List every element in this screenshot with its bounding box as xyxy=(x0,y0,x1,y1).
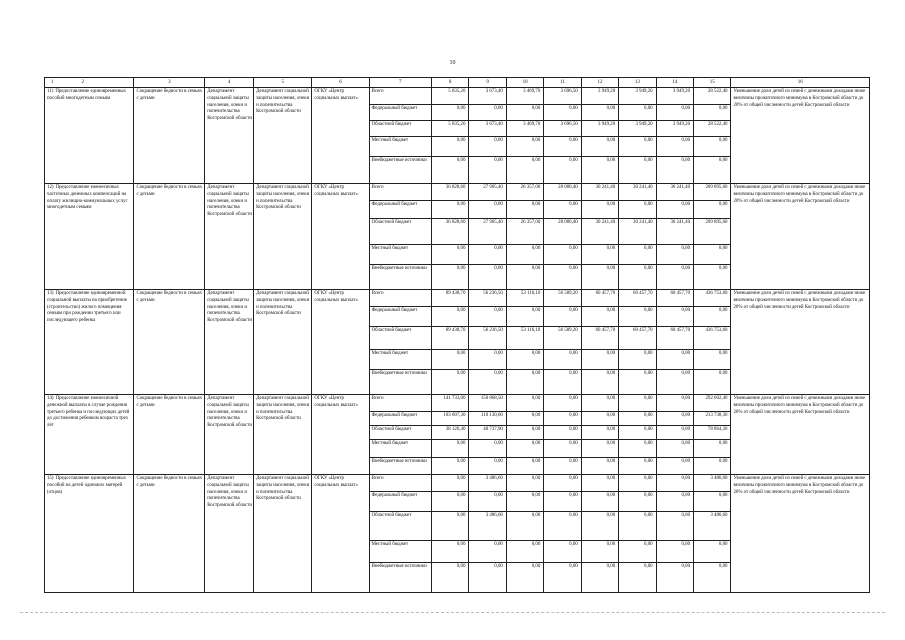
goal-cell: Сокращение бедности в семьях с детьми xyxy=(134,290,205,395)
amount-cell: 0,00 xyxy=(581,157,618,184)
measure-name: Предоставление единовременных пособий на детей одиноких матерей (отцов) xyxy=(47,476,127,495)
funding-source-label: Областной бюджет xyxy=(369,426,431,440)
funding-source-label: Всего xyxy=(369,475,431,492)
amount-cell: 0,00 xyxy=(506,412,543,426)
amount-cell: 0,00 xyxy=(581,137,618,157)
amount-cell: 0,00 xyxy=(506,137,543,157)
participant-cell: ОГКУ «Центр социальных выплат» xyxy=(312,475,369,593)
amount-cell: 30 241,40 xyxy=(581,184,618,201)
header-cell: 4 xyxy=(205,78,254,88)
amount-cell: 26 357,00 xyxy=(506,219,543,245)
amount-cell: 0,00 xyxy=(619,458,656,475)
amount-cell: 110 130,60 xyxy=(469,412,506,426)
co-executor-cell: Департамент социальной защиты населения, опеки и попечительства Костромской области xyxy=(254,475,312,593)
amount-cell: 0,00 xyxy=(544,563,581,593)
amount-cell: 0,00 xyxy=(544,412,581,426)
amount-cell: 0,00 xyxy=(469,245,506,265)
amount-cell: 0,00 xyxy=(656,265,693,290)
amount-cell: 0,00 xyxy=(581,475,618,492)
amount-cell: 0,00 xyxy=(544,475,581,492)
funding-source-label: Всего xyxy=(369,184,431,201)
amount-cell: 30 241,40 xyxy=(656,184,693,201)
amount-cell: 292 602,40 xyxy=(694,395,731,412)
header-cell: 11 xyxy=(544,78,581,88)
amount-cell: 0,00 xyxy=(619,307,656,327)
amount-cell: 0,00 xyxy=(581,350,618,370)
amount-cell: 0,00 xyxy=(469,157,506,184)
amount-cell: 30 241,40 xyxy=(619,184,656,201)
amount-cell: 0,00 xyxy=(656,201,693,219)
measure-name: Предоставление ежемесячной денежной выплаты в случае рождения третьего ребенка и последующих детей до достижения ребенком возраста трех лет xyxy=(47,396,130,429)
amount-cell: 38 126,40 xyxy=(431,426,468,440)
amount-cell: 0,00 xyxy=(656,105,693,121)
amount-cell: 89 438,70 xyxy=(431,290,468,307)
amount-cell: 0,00 xyxy=(694,245,731,265)
amount-cell: 0,00 xyxy=(656,563,693,593)
amount-cell: 0,00 xyxy=(544,492,581,512)
amount-cell: 0,00 xyxy=(619,426,656,440)
amount-cell: 0,00 xyxy=(656,440,693,458)
amount-cell: 0,00 xyxy=(656,492,693,512)
header-cell: 9 xyxy=(469,78,506,88)
funding-source-label: Внебюджетные источники xyxy=(369,265,431,290)
measure-cell xyxy=(45,88,134,184)
amount-cell: 0,00 xyxy=(619,370,656,395)
amount-cell: 0,00 xyxy=(431,541,468,563)
amount-cell: 0,00 xyxy=(506,395,543,412)
funding-source-label: Всего xyxy=(369,395,431,412)
header-row xyxy=(45,78,870,88)
amount-cell: 0,00 xyxy=(694,265,731,290)
table-row xyxy=(45,475,870,492)
amount-cell: 0,00 xyxy=(431,370,468,395)
amount-cell: 3 949,20 xyxy=(619,88,656,105)
amount-cell: 0,00 xyxy=(694,350,731,370)
amount-cell: 3 949,20 xyxy=(581,121,618,137)
funding-source-label: Федеральный бюджет xyxy=(369,307,431,327)
amount-cell: 3 949,20 xyxy=(581,88,618,105)
amount-cell: 0,00 xyxy=(619,412,656,426)
amount-cell: 36 828,60 xyxy=(431,219,468,245)
amount-cell: 0,00 xyxy=(694,541,731,563)
amount-cell: 0,00 xyxy=(619,105,656,121)
measure-cell xyxy=(45,475,134,593)
amount-cell: 0,00 xyxy=(431,350,468,370)
amount-cell: 0,00 xyxy=(581,563,618,593)
header-cell: 7 xyxy=(369,78,431,88)
header-cell: 12 xyxy=(581,78,618,88)
header-cell: 8 xyxy=(431,78,468,88)
funding-source-label: Областной бюджет xyxy=(369,327,431,350)
co-executor-cell: Департамент социальной защиты населения, опеки и попечительства Костромской области xyxy=(254,184,312,290)
amount-cell: 0,00 xyxy=(431,475,468,492)
amount-cell: 0,00 xyxy=(581,458,618,475)
amount-cell: 0,00 xyxy=(619,440,656,458)
amount-cell: 0,00 xyxy=(506,350,543,370)
funding-source-label: Внебюджетные источники xyxy=(369,370,431,395)
co-executor-cell: Департамент социальной защиты населения, опеки и попечительства Костромской области xyxy=(254,290,312,395)
amount-cell: 0,00 xyxy=(506,370,543,395)
amount-cell: 0,00 xyxy=(506,245,543,265)
amount-cell: 0,00 xyxy=(656,395,693,412)
funding-source-label: Федеральный бюджет xyxy=(369,201,431,219)
table-row xyxy=(45,88,870,105)
header-cell: 3 xyxy=(134,78,205,88)
amount-cell: 0,00 xyxy=(619,245,656,265)
amount-cell: 0,00 xyxy=(581,512,618,541)
amount-cell: 0,00 xyxy=(656,157,693,184)
funding-source-label: Местный бюджет xyxy=(369,137,431,157)
amount-cell: 56 589,20 xyxy=(544,290,581,307)
amount-cell: 0,00 xyxy=(506,458,543,475)
amount-cell: 0,00 xyxy=(544,512,581,541)
participant-cell: ОГКУ «Центр социальных выплат» xyxy=(312,290,369,395)
amount-cell: 0,00 xyxy=(581,265,618,290)
amount-cell: 0,00 xyxy=(506,265,543,290)
header-cell: 5 xyxy=(254,78,312,88)
amount-cell: 0,00 xyxy=(581,492,618,512)
amount-cell: 27 905,40 xyxy=(469,184,506,201)
amount-cell: 0,00 xyxy=(469,541,506,563)
amount-cell: 0,00 xyxy=(694,440,731,458)
amount-cell: 26 357,00 xyxy=(506,184,543,201)
goal-cell: Сокращение бедности в семьях с детьми xyxy=(134,88,205,184)
amount-cell: 0,00 xyxy=(619,201,656,219)
amount-cell: 36 828,60 xyxy=(431,184,468,201)
expected-result-cell: Уменьшение доли детей из семей с денежными доходами ниже величины прожиточного минимума в Костромской области до 20% от общей численности детей Костромской области xyxy=(731,395,870,475)
funding-source-label: Внебюджетные источники xyxy=(369,563,431,593)
amount-cell: 0,00 xyxy=(506,307,543,327)
amount-cell: 0,00 xyxy=(581,105,618,121)
amount-cell: 3 673,40 xyxy=(469,88,506,105)
amount-cell: 0,00 xyxy=(694,137,731,157)
co-executor-cell: Департамент социальной защиты населения, опеки и попечительства Костромской области xyxy=(254,395,312,475)
amount-cell: 5 835,20 xyxy=(431,121,468,137)
executor-cell: Департамент социальной защиты населения, опеки и попечительства Костромской области xyxy=(205,88,254,184)
amount-cell: 0,00 xyxy=(506,157,543,184)
measure-name: Предоставление ежемесячных частичных денежных компенсаций на оплату жилищно-коммунальных услуг многодетным семьям xyxy=(47,185,128,211)
amount-cell: 3 949,20 xyxy=(619,121,656,137)
executor-cell: Департамент социальной защиты населения, опеки и попечительства Костромской области xyxy=(205,184,254,290)
row-number: 14) xyxy=(47,396,54,401)
amount-cell: 141 733,00 xyxy=(431,395,468,412)
amount-cell: 3 696,50 xyxy=(544,88,581,105)
amount-cell: 30 241,40 xyxy=(619,219,656,245)
amount-cell: 0,00 xyxy=(469,563,506,593)
amount-cell: 103 607,30 xyxy=(431,412,468,426)
amount-cell: 0,00 xyxy=(619,541,656,563)
amount-cell: 0,00 xyxy=(469,201,506,219)
measure-name: Предоставление единовременной социальной выплаты на приобретение (строительство) жилого помещения семьям при рождении третьего или последующего ребенка xyxy=(47,291,127,324)
amount-cell: 209 895,60 xyxy=(694,184,731,201)
amount-cell: 0,00 xyxy=(544,395,581,412)
amount-cell: 0,00 xyxy=(656,458,693,475)
amount-cell: 0,00 xyxy=(581,541,618,563)
funding-source-label: Местный бюджет xyxy=(369,541,431,563)
amount-cell: 0,00 xyxy=(619,492,656,512)
amount-cell: 0,00 xyxy=(544,137,581,157)
amount-cell: 0,00 xyxy=(656,350,693,370)
amount-cell: 0,00 xyxy=(544,541,581,563)
amount-cell: 3 486,60 xyxy=(694,512,731,541)
amount-cell: 213 738,30 xyxy=(694,412,731,426)
amount-cell: 5 835,20 xyxy=(431,88,468,105)
amount-cell: 53 116,10 xyxy=(506,290,543,307)
amount-cell: 0,00 xyxy=(581,440,618,458)
header-cell: 14 xyxy=(656,78,693,88)
amount-cell: 0,00 xyxy=(544,307,581,327)
expected-result-cell: Уменьшение доли детей из семей с денежными доходами ниже величины прожиточного минимума в Костромской области до 20% от общей численности детей Костромской области xyxy=(731,290,870,395)
amount-cell: 53 116,10 xyxy=(506,327,543,350)
amount-cell: 30 241,40 xyxy=(581,219,618,245)
amount-cell: 0,00 xyxy=(619,395,656,412)
amount-cell: 0,00 xyxy=(581,245,618,265)
amount-cell: 0,00 xyxy=(469,458,506,475)
participant-cell: ОГКУ «Центр социальных выплат» xyxy=(312,184,369,290)
executor-cell: Департамент социальной защиты населения, опеки и попечительства Костромской области xyxy=(205,290,254,395)
amount-cell: 3 673,40 xyxy=(469,121,506,137)
header-cell xyxy=(45,78,134,88)
participant-cell: ОГКУ «Центр социальных выплат» xyxy=(312,395,369,475)
amount-cell: 0,00 xyxy=(544,265,581,290)
participant-cell: ОГКУ «Центр социальных выплат» xyxy=(312,88,369,184)
amount-cell: 0,00 xyxy=(581,307,618,327)
amount-cell: 3 486,60 xyxy=(694,475,731,492)
amount-cell: 0,00 xyxy=(619,512,656,541)
executor-cell: Департамент социальной защиты населения, опеки и попечительства Костромской области xyxy=(205,395,254,475)
amount-cell: 0,00 xyxy=(694,105,731,121)
expected-result-cell: Уменьшение доли детей из семей с денежными доходами ниже величины прожиточного минимума в Костромской области до 20% от общей численности детей Костромской области xyxy=(731,88,870,184)
amount-cell: 0,00 xyxy=(544,157,581,184)
header-cell: 6 xyxy=(312,78,369,88)
amount-cell: 0,00 xyxy=(431,265,468,290)
amount-cell: 0,00 xyxy=(581,201,618,219)
amount-cell: 0,00 xyxy=(431,458,468,475)
amount-cell: 0,00 xyxy=(544,350,581,370)
amount-cell: 0,00 xyxy=(581,395,618,412)
amount-cell: 0,00 xyxy=(469,440,506,458)
amount-cell: 60 457,70 xyxy=(656,290,693,307)
amount-cell: 3 469,70 xyxy=(506,88,543,105)
funding-source-label: Федеральный бюджет xyxy=(369,105,431,121)
amount-cell: 0,00 xyxy=(506,440,543,458)
amount-cell: 0,00 xyxy=(656,512,693,541)
goal-cell: Сокращение бедности в семьях с детьми xyxy=(134,184,205,290)
expected-result-cell: Уменьшение доли детей из семей с денежными доходами ниже величины прожиточного минимума в Костромской области до 20% от общей численности детей Костромской области xyxy=(731,184,870,290)
amount-cell: 0,00 xyxy=(694,201,731,219)
amount-cell: 0,00 xyxy=(506,563,543,593)
amount-cell: 56 236,50 xyxy=(469,290,506,307)
amount-cell: 60 457,70 xyxy=(656,327,693,350)
funding-source-label: Местный бюджет xyxy=(369,440,431,458)
funding-source-label: Областной бюджет xyxy=(369,512,431,541)
amount-cell: 0,00 xyxy=(544,105,581,121)
funding-source-label: Внебюджетные источники xyxy=(369,157,431,184)
amount-cell: 0,00 xyxy=(506,512,543,541)
amount-cell: 150 868,50 xyxy=(469,395,506,412)
amount-cell: 3 486,60 xyxy=(469,475,506,492)
row-number: 13) xyxy=(47,291,54,296)
amount-cell: 3 469,70 xyxy=(506,121,543,137)
amount-cell: 0,00 xyxy=(431,105,468,121)
measure-cell xyxy=(45,395,134,475)
amount-cell: 436 753,60 xyxy=(694,290,731,307)
measure-cell xyxy=(45,290,134,395)
amount-cell: 78 864,30 xyxy=(694,426,731,440)
amount-cell: 60 457,70 xyxy=(581,327,618,350)
funding-source-label: Местный бюджет xyxy=(369,350,431,370)
amount-cell: 0,00 xyxy=(656,245,693,265)
amount-cell: 60 457,70 xyxy=(619,327,656,350)
amount-cell: 0,00 xyxy=(469,492,506,512)
amount-cell: 0,00 xyxy=(656,307,693,327)
funding-source-label: Местный бюджет xyxy=(369,245,431,265)
amount-cell: 0,00 xyxy=(469,370,506,395)
measure-name: Предоставление единовременных пособий многодетным семьям xyxy=(47,89,126,101)
goal-cell: Сокращение бедности в семьях с детьми xyxy=(134,395,205,475)
amount-cell: 0,00 xyxy=(656,412,693,426)
amount-cell: 0,00 xyxy=(694,492,731,512)
amount-cell: 56 589,20 xyxy=(544,327,581,350)
amount-cell: 3 486,60 xyxy=(469,512,506,541)
amount-cell: 0,00 xyxy=(431,512,468,541)
amount-cell: 89 438,70 xyxy=(431,327,468,350)
amount-cell: 0,00 xyxy=(619,157,656,184)
amount-cell: 0,00 xyxy=(431,245,468,265)
executor-cell: Департамент социальной защиты населения, опеки и попечительства Костромской области xyxy=(205,475,254,593)
amount-cell: 0,00 xyxy=(581,370,618,395)
funding-source-label: Областной бюджет xyxy=(369,121,431,137)
amount-cell: 0,00 xyxy=(431,201,468,219)
amount-cell: 28 080,40 xyxy=(544,219,581,245)
row-number: 11) xyxy=(47,89,54,94)
expected-result-cell: Уменьшение доли детей из семей с денежными доходами ниже величины прожиточного минимума в Костромской области до 20% от общей численности детей Костромской области xyxy=(731,475,870,593)
amount-cell: 0,00 xyxy=(431,563,468,593)
amount-cell: 0,00 xyxy=(619,563,656,593)
amount-cell: 0,00 xyxy=(469,105,506,121)
amount-cell: 0,00 xyxy=(469,307,506,327)
amount-cell: 27 905,40 xyxy=(469,219,506,245)
row-number: 15) xyxy=(47,476,54,481)
amount-cell: 0,00 xyxy=(469,350,506,370)
table-row xyxy=(45,395,870,412)
table-row xyxy=(45,184,870,201)
amount-cell: 3 949,20 xyxy=(656,88,693,105)
measure-cell xyxy=(45,184,134,290)
funding-source-label: Федеральный бюджет xyxy=(369,412,431,426)
page-number: 10 xyxy=(449,60,456,66)
amount-cell: 0,00 xyxy=(431,157,468,184)
amount-cell: 0,00 xyxy=(656,370,693,395)
amount-cell: 0,00 xyxy=(544,370,581,395)
funding-source-label: Федеральный бюджет xyxy=(369,492,431,512)
amount-cell: 0,00 xyxy=(656,541,693,563)
amount-cell: 0,00 xyxy=(431,492,468,512)
amount-cell: 0,00 xyxy=(506,492,543,512)
amount-cell: 56 236,50 xyxy=(469,327,506,350)
amount-cell: 40 737,90 xyxy=(469,426,506,440)
amount-cell: 28 080,40 xyxy=(544,184,581,201)
amount-cell: 28 522,40 xyxy=(694,121,731,137)
co-executor-cell: Департамент социальной защиты населения, опеки и попечительства Костромской области xyxy=(254,88,312,184)
amount-cell: 0,00 xyxy=(694,157,731,184)
page-bottom-rule xyxy=(20,612,885,613)
goal-cell: Сокращение бедности в семьях с детьми xyxy=(134,475,205,593)
amount-cell: 0,00 xyxy=(581,412,618,426)
funding-source-label: Всего xyxy=(369,290,431,307)
amount-cell: 3 696,50 xyxy=(544,121,581,137)
header-cell: 15 xyxy=(694,78,731,88)
amount-cell: 0,00 xyxy=(694,563,731,593)
amount-cell: 0,00 xyxy=(469,137,506,157)
amount-cell: 436 753,60 xyxy=(694,327,731,350)
amount-cell: 0,00 xyxy=(544,201,581,219)
amount-cell: 28 522,40 xyxy=(694,88,731,105)
amount-cell: 0,00 xyxy=(694,307,731,327)
amount-cell: 0,00 xyxy=(544,245,581,265)
header-col-2: 2 xyxy=(81,80,84,85)
amount-cell: 0,00 xyxy=(506,105,543,121)
row-number: 12) xyxy=(47,185,54,190)
amount-cell: 0,00 xyxy=(619,265,656,290)
amount-cell: 0,00 xyxy=(619,350,656,370)
amount-cell: 0,00 xyxy=(431,440,468,458)
amount-cell: 30 241,40 xyxy=(656,219,693,245)
amount-cell: 0,00 xyxy=(506,426,543,440)
header-cell: 10 xyxy=(506,78,543,88)
amount-cell: 0,00 xyxy=(694,458,731,475)
amount-cell: 0,00 xyxy=(506,475,543,492)
funding-source-label: Внебюджетные источники xyxy=(369,458,431,475)
amount-cell: 60 457,70 xyxy=(581,290,618,307)
header-col-1: 1 xyxy=(51,80,54,85)
amount-cell: 0,00 xyxy=(581,426,618,440)
amount-cell: 0,00 xyxy=(544,426,581,440)
amount-cell: 0,00 xyxy=(431,137,468,157)
table-row xyxy=(45,290,870,307)
funding-source-label: Всего xyxy=(369,88,431,105)
amount-cell: 0,00 xyxy=(544,440,581,458)
amount-cell: 0,00 xyxy=(656,475,693,492)
amount-cell: 60 457,70 xyxy=(619,290,656,307)
amount-cell: 0,00 xyxy=(619,137,656,157)
amount-cell: 0,00 xyxy=(656,426,693,440)
amount-cell: 0,00 xyxy=(656,137,693,157)
amount-cell: 0,00 xyxy=(694,370,731,395)
amount-cell: 209 895,60 xyxy=(694,219,731,245)
amount-cell: 3 949,20 xyxy=(656,121,693,137)
amount-cell: 0,00 xyxy=(619,475,656,492)
amount-cell: 0,00 xyxy=(469,265,506,290)
amount-cell: 0,00 xyxy=(506,541,543,563)
amount-cell: 0,00 xyxy=(431,307,468,327)
header-cell: 13 xyxy=(619,78,656,88)
funding-source-label: Областной бюджет xyxy=(369,219,431,245)
program-measures-table xyxy=(44,77,870,593)
header-cell: 16 xyxy=(731,78,870,88)
amount-cell: 0,00 xyxy=(544,458,581,475)
amount-cell: 0,00 xyxy=(506,201,543,219)
